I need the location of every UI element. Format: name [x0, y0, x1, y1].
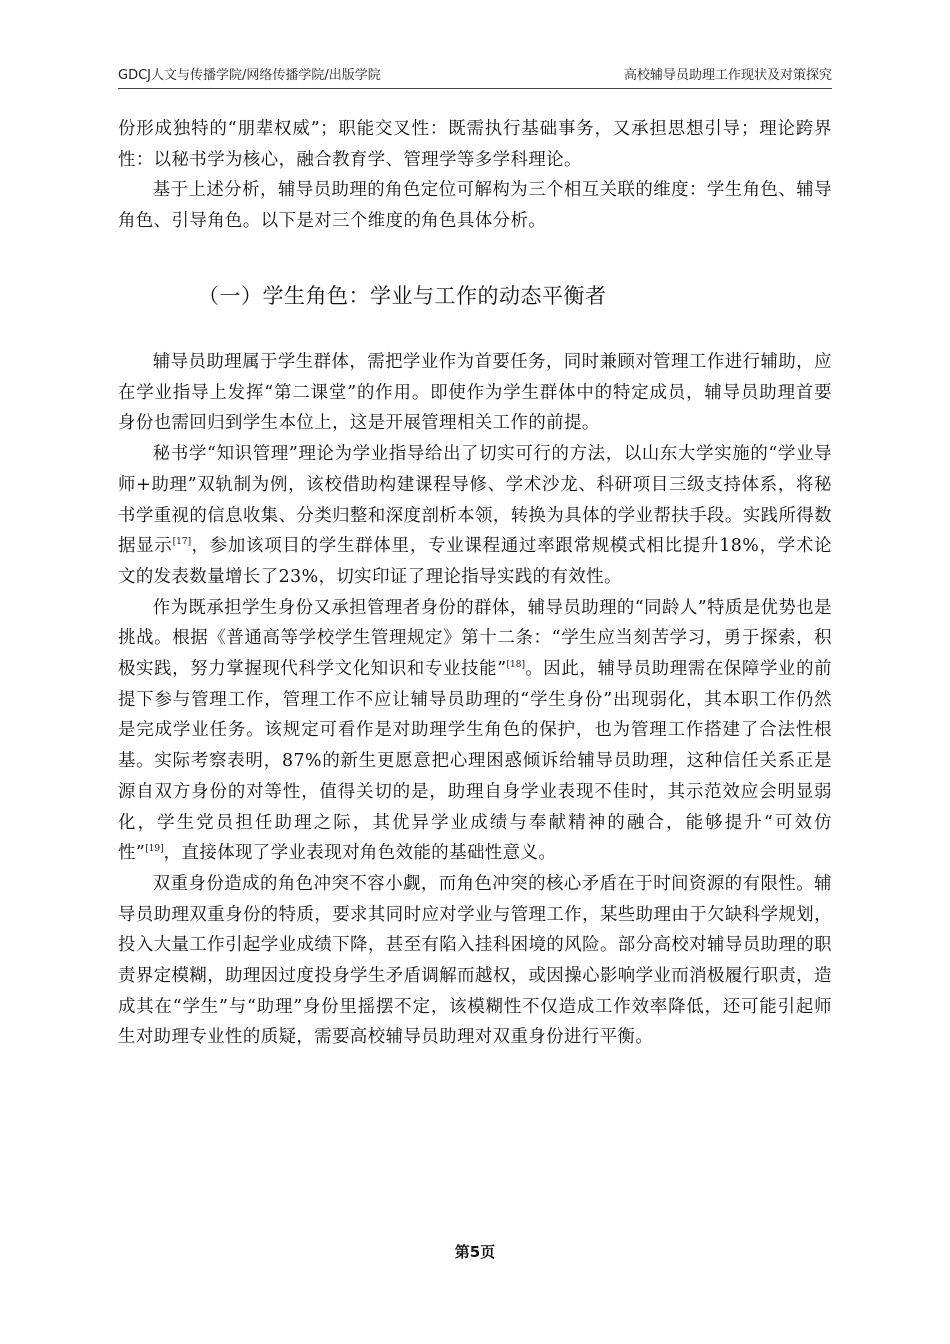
- body-paragraph-2: [118, 439, 832, 593]
- section-body: [118, 347, 832, 1053]
- citation-18: [18]: [506, 660, 526, 671]
- header-institution: GDCJ人文与传播学院/网络传播学院/出版学院: [118, 68, 381, 83]
- page-header: [118, 66, 832, 89]
- section-heading: （一）学生角色：学业与工作的动态平衡者: [198, 284, 607, 308]
- body-paragraph-3-text-a: 作为既承担学生身份又承担管理者身份的群体，辅导员助理的“同龄人”特质是优势也是挑战。根据《普通高等学校学生管理规定》第十二条：“学生应当刻苦学习，勇于探索，积极实践，努力掌握现代科学文化知识和专业技能”: [118, 597, 832, 680]
- body-paragraph-3: [118, 593, 832, 869]
- body-paragraph-2-text-b: ，参加该项目的学生群体里，专业课程通过率跟常规模式相比提升18%，学术论文的发表数量增长了23%，切实印证了理论指导实践的有效性。: [118, 536, 833, 587]
- citation-17: [17]: [172, 537, 192, 548]
- header-title: 高校辅导员助理工作现状及对策探究: [623, 68, 832, 83]
- body-paragraph-2-text-a: 秘书学“知识管理”理论为学业指导给出了切实可行的方法，以山东大学实施的“学业导师+助理”双轨制为例，该校借助构建课程导修、学术沙龙、科研项目三级支持体系，将秘书学重视的信息收集、分类归整和深度剖析本领，转换为具体的学业帮扶手段。实践所得数据显示: [118, 444, 832, 557]
- citation-19: [19]: [145, 844, 164, 855]
- body-paragraph-1: 辅导员助理属于学生群体，需把学业作为首要任务，同时兼顾对管理工作进行辅助，应在学业指导上发挥“第二课堂”的作用。即使作为学生群体中的特定成员，辅导员助理首要身份也需回归到学生本位上，这是开展管理相关工作的前提。: [118, 352, 832, 434]
- body-paragraph-3-text-b: 。因此，辅导员助理需在保障学业的前提下参与管理工作，管理工作不应让辅导员助理的“学生身份”出现弱化，其本职工作仍然是完成学业任务。该规定可看作是对助理学生角色的保护，也为管理工作搭建了合法性根基。实际考察表明，87%的新生更愿意把心理困惑倾诉给辅导员助理，这种信任关系正是源自双方身份的对等性，值得关切的是，助理自身学业表现不佳时，其示范效应会明显弱化，学生党员担任助理之际，其优异学业成绩与奉献精神的融合，能够提升“可效仿性”: [118, 659, 833, 864]
- intro-text: [118, 114, 832, 237]
- intro-paragraph-1: 份形成独特的“朋辈权威”；职能交叉性：既需执行基础事务，又承担思想引导；理论跨界性：以秘书学为核心，融合教育学、管理学等多学科理论。: [118, 119, 832, 170]
- body-paragraph-4: 双重身份造成的角色冲突不容小觑，而角色冲突的核心矛盾在于时间资源的有限性。辅导员助理双重身份的特质，要求其同时应对学业与管理工作，某些助理由于欠缺科学规划，投入大量工作引起学业成绩下降，甚至有陷入挂科困境的风险。部分高校对辅导员助理的职责界定模糊，助理因过度投身学生矛盾调解而越权，或因操心影响学业而消极履行职责，造成其在“学生”与“助理”身份里摇摆不定，该模糊性不仅造成工作效率降低，还可能引起师生对助理专业性的质疑，需要高校辅导员助理对双重身份进行平衡。: [118, 873, 832, 1048]
- intro-paragraph-2: 基于上述分析，辅导员助理的角色定位可解构为三个相互关联的维度：学生角色、辅导角色、引导角色。以下是对三个维度的角色具体分析。: [118, 180, 832, 232]
- page-number: 第5页: [454, 1243, 496, 1261]
- body-paragraph-3-text-c: ，直接体现了学业表现对角色效能的基础性意义。: [163, 843, 557, 864]
